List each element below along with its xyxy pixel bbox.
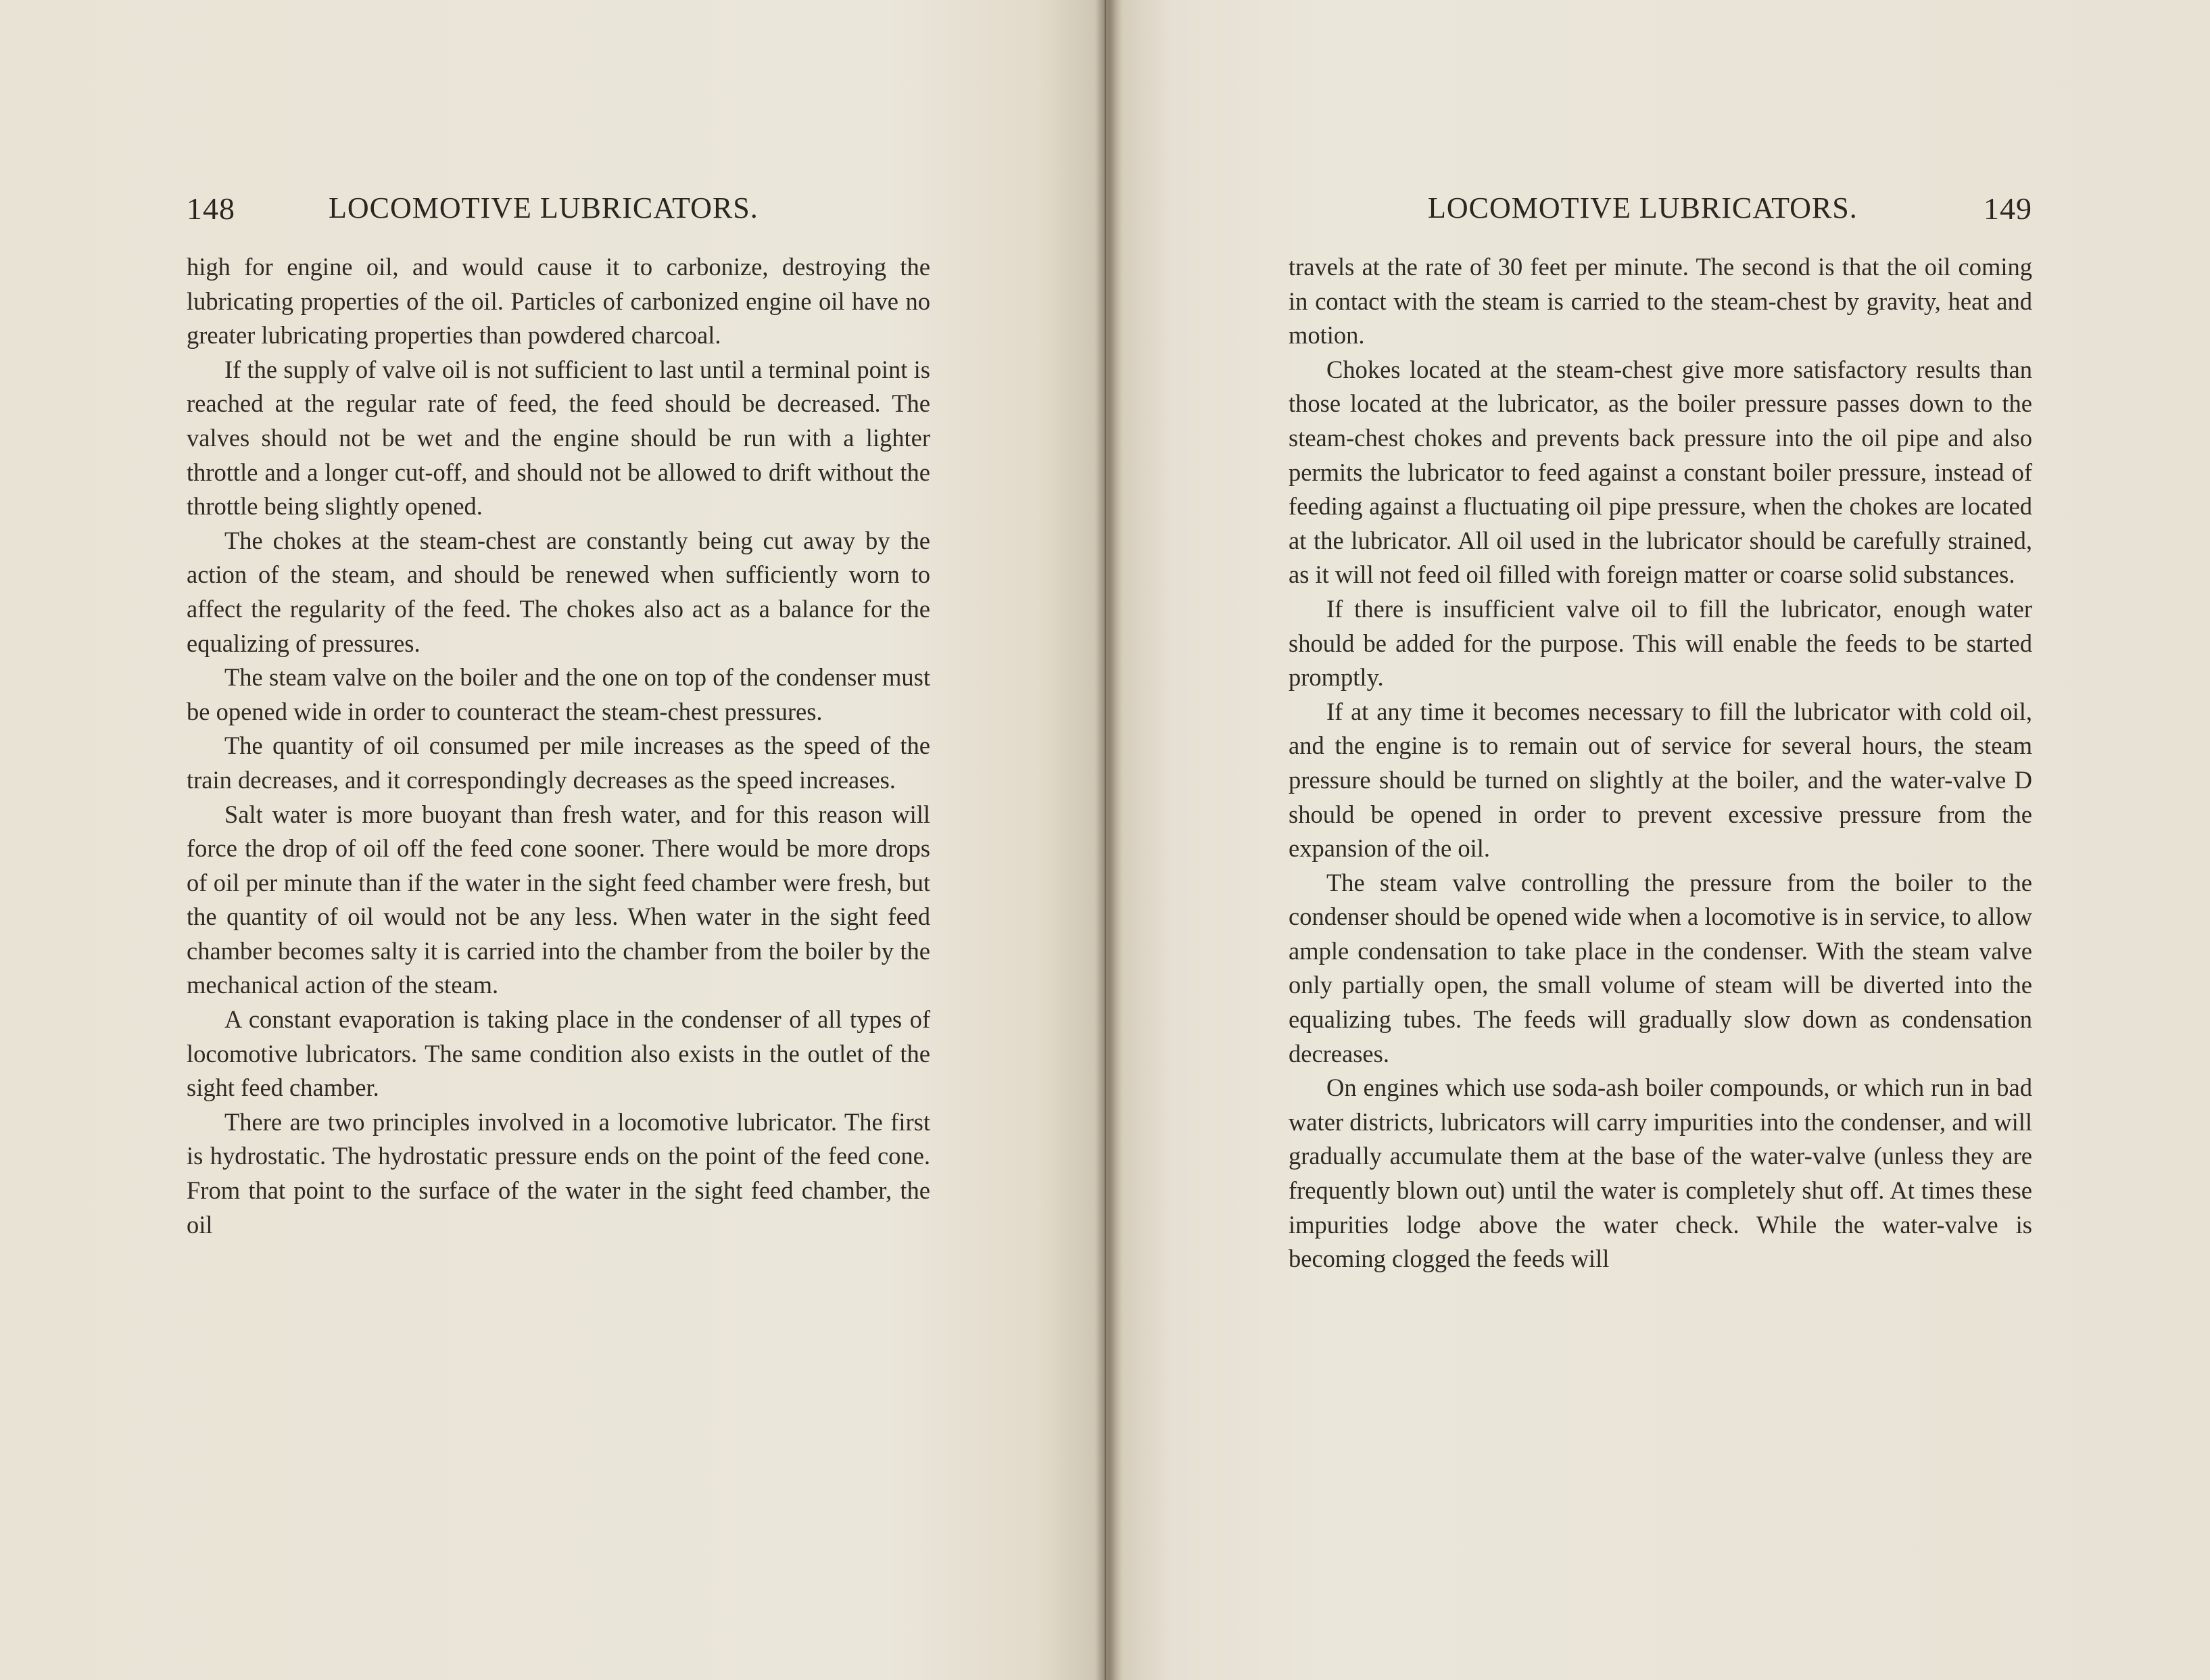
paragraph: If there is insufficient valve oil to fill the lubricator, enough water should be added for the purpose. This will enable the feeds to be started promptly. xyxy=(1289,594,2032,692)
paragraph: The quantity of oil consumed per mile increases as the speed of the train decreases, and it correspondingly decreases as the speed increases. xyxy=(187,731,930,794)
paragraph: There are two principles involved in a locomotive lubricator. The first is hydrostatic. The hydrostatic pressure ends on the point of the feed cone. From that point to the surface of the water in the sight feed chamber, the oil xyxy=(187,1107,930,1239)
paragraph: The steam valve controlling the pressure from the boiler to the condenser should be opened wide when a locomotive is in service, to allow ample condensation to take place in the condenser. With the steam valve only partially open, the small volume of steam will be diverted into the equalizing tubes. The feeds will gradually slow down as condensation decreases. xyxy=(1289,868,2032,1067)
left-running-title: LOCOMOTIVE LUBRICATORS. xyxy=(329,191,759,224)
right-page xyxy=(1289,183,2032,1276)
right-page-number: 149 xyxy=(1984,191,2032,226)
paragraph: A constant evaporation is taking place in the condenser of all types of locomotive lubricators. The same condition also exists in the outlet of the sight feed chamber. xyxy=(187,1005,930,1102)
paragraph: travels at the rate of 30 feet per minute. The second is that the oil coming in contact with the steam is carried to the steam-chest by gravity, heat and motion. xyxy=(1289,253,2032,350)
paragraph: Salt water is more buoyant than fresh water, and for this reason will force the drop of oil off the feed cone sooner. There would be more drops of oil per minute than if the water in the sight feed chamber were fresh, but the quantity of oil would not be any less. When water in the sight feed chamber becomes salty it is carried into the chamber from the boiler by the mechanical action of the steam. xyxy=(187,800,930,999)
paragraph: high for engine oil, and would cause it to carbonize, destroying the lubricating properties of the oil. Particles of carbonized engine oil have no greater lubricating properties than powdered charcoal. xyxy=(187,253,930,350)
paragraph: If the supply of valve oil is not sufficient to last until a terminal point is reached at the regular rate of feed, the feed should be decreased. The valves should not be wet and the engine should be run with a lighter throttle and a longer cut-off, and should not be allowed to drift without the throttle being slightly opened. xyxy=(187,355,930,521)
right-page-text xyxy=(1289,250,2032,1276)
paragraph: On engines which use soda-ash boiler compounds, or which run in bad water districts, lubricators will carry impurities into the condenser, and will gradually accumulate them at the base of the water-valve (unless they are frequently blown out) until the water is completely shut off. At times these impurities lodge above the water check. While the water-valve is becoming clogged the feeds will xyxy=(1289,1074,2032,1273)
left-page-text xyxy=(187,250,930,1242)
paragraph: The steam valve on the boiler and the one on top of the condenser must be opened wide in order to counteract the steam-chest pressures. xyxy=(187,663,930,725)
left-page xyxy=(187,183,930,1242)
paragraph: The chokes at the steam-chest are constantly being cut away by the action of the steam, and should be renewed when sufficiently worn to affect the regularity of the feed. The chokes also act as a balance for the equalizing of pressures. xyxy=(187,526,930,657)
right-running-head xyxy=(1289,183,2032,230)
left-running-head xyxy=(187,183,930,230)
book-spine xyxy=(1094,0,1117,1680)
paragraph: Chokes located at the steam-chest give more satisfactory results than those located at the lubricator, as the boiler pressure passes down to the steam-chest chokes and prevents back pressure into the oil pipe and also permits the lubricator to feed against a constant boiler pressure, instead of feeding against a fluctuating oil pipe pressure, when the chokes are located at the lubricator. All oil used in the lubricator should be carefully strained, as it will not feed oil filled with foreign matter or coarse solid substances. xyxy=(1289,355,2032,589)
right-running-title: LOCOMOTIVE LUBRICATORS. xyxy=(1428,191,1858,224)
left-page-number: 148 xyxy=(187,191,235,226)
paragraph: If at any time it becomes necessary to fill the lubricator with cold oil, and the engine is to remain out of service for several hours, the steam pressure should be turned on slightly at the boiler, and the water-valve D should be opened in order to prevent excessive pressure from the expansion of the oil. xyxy=(1289,697,2032,863)
